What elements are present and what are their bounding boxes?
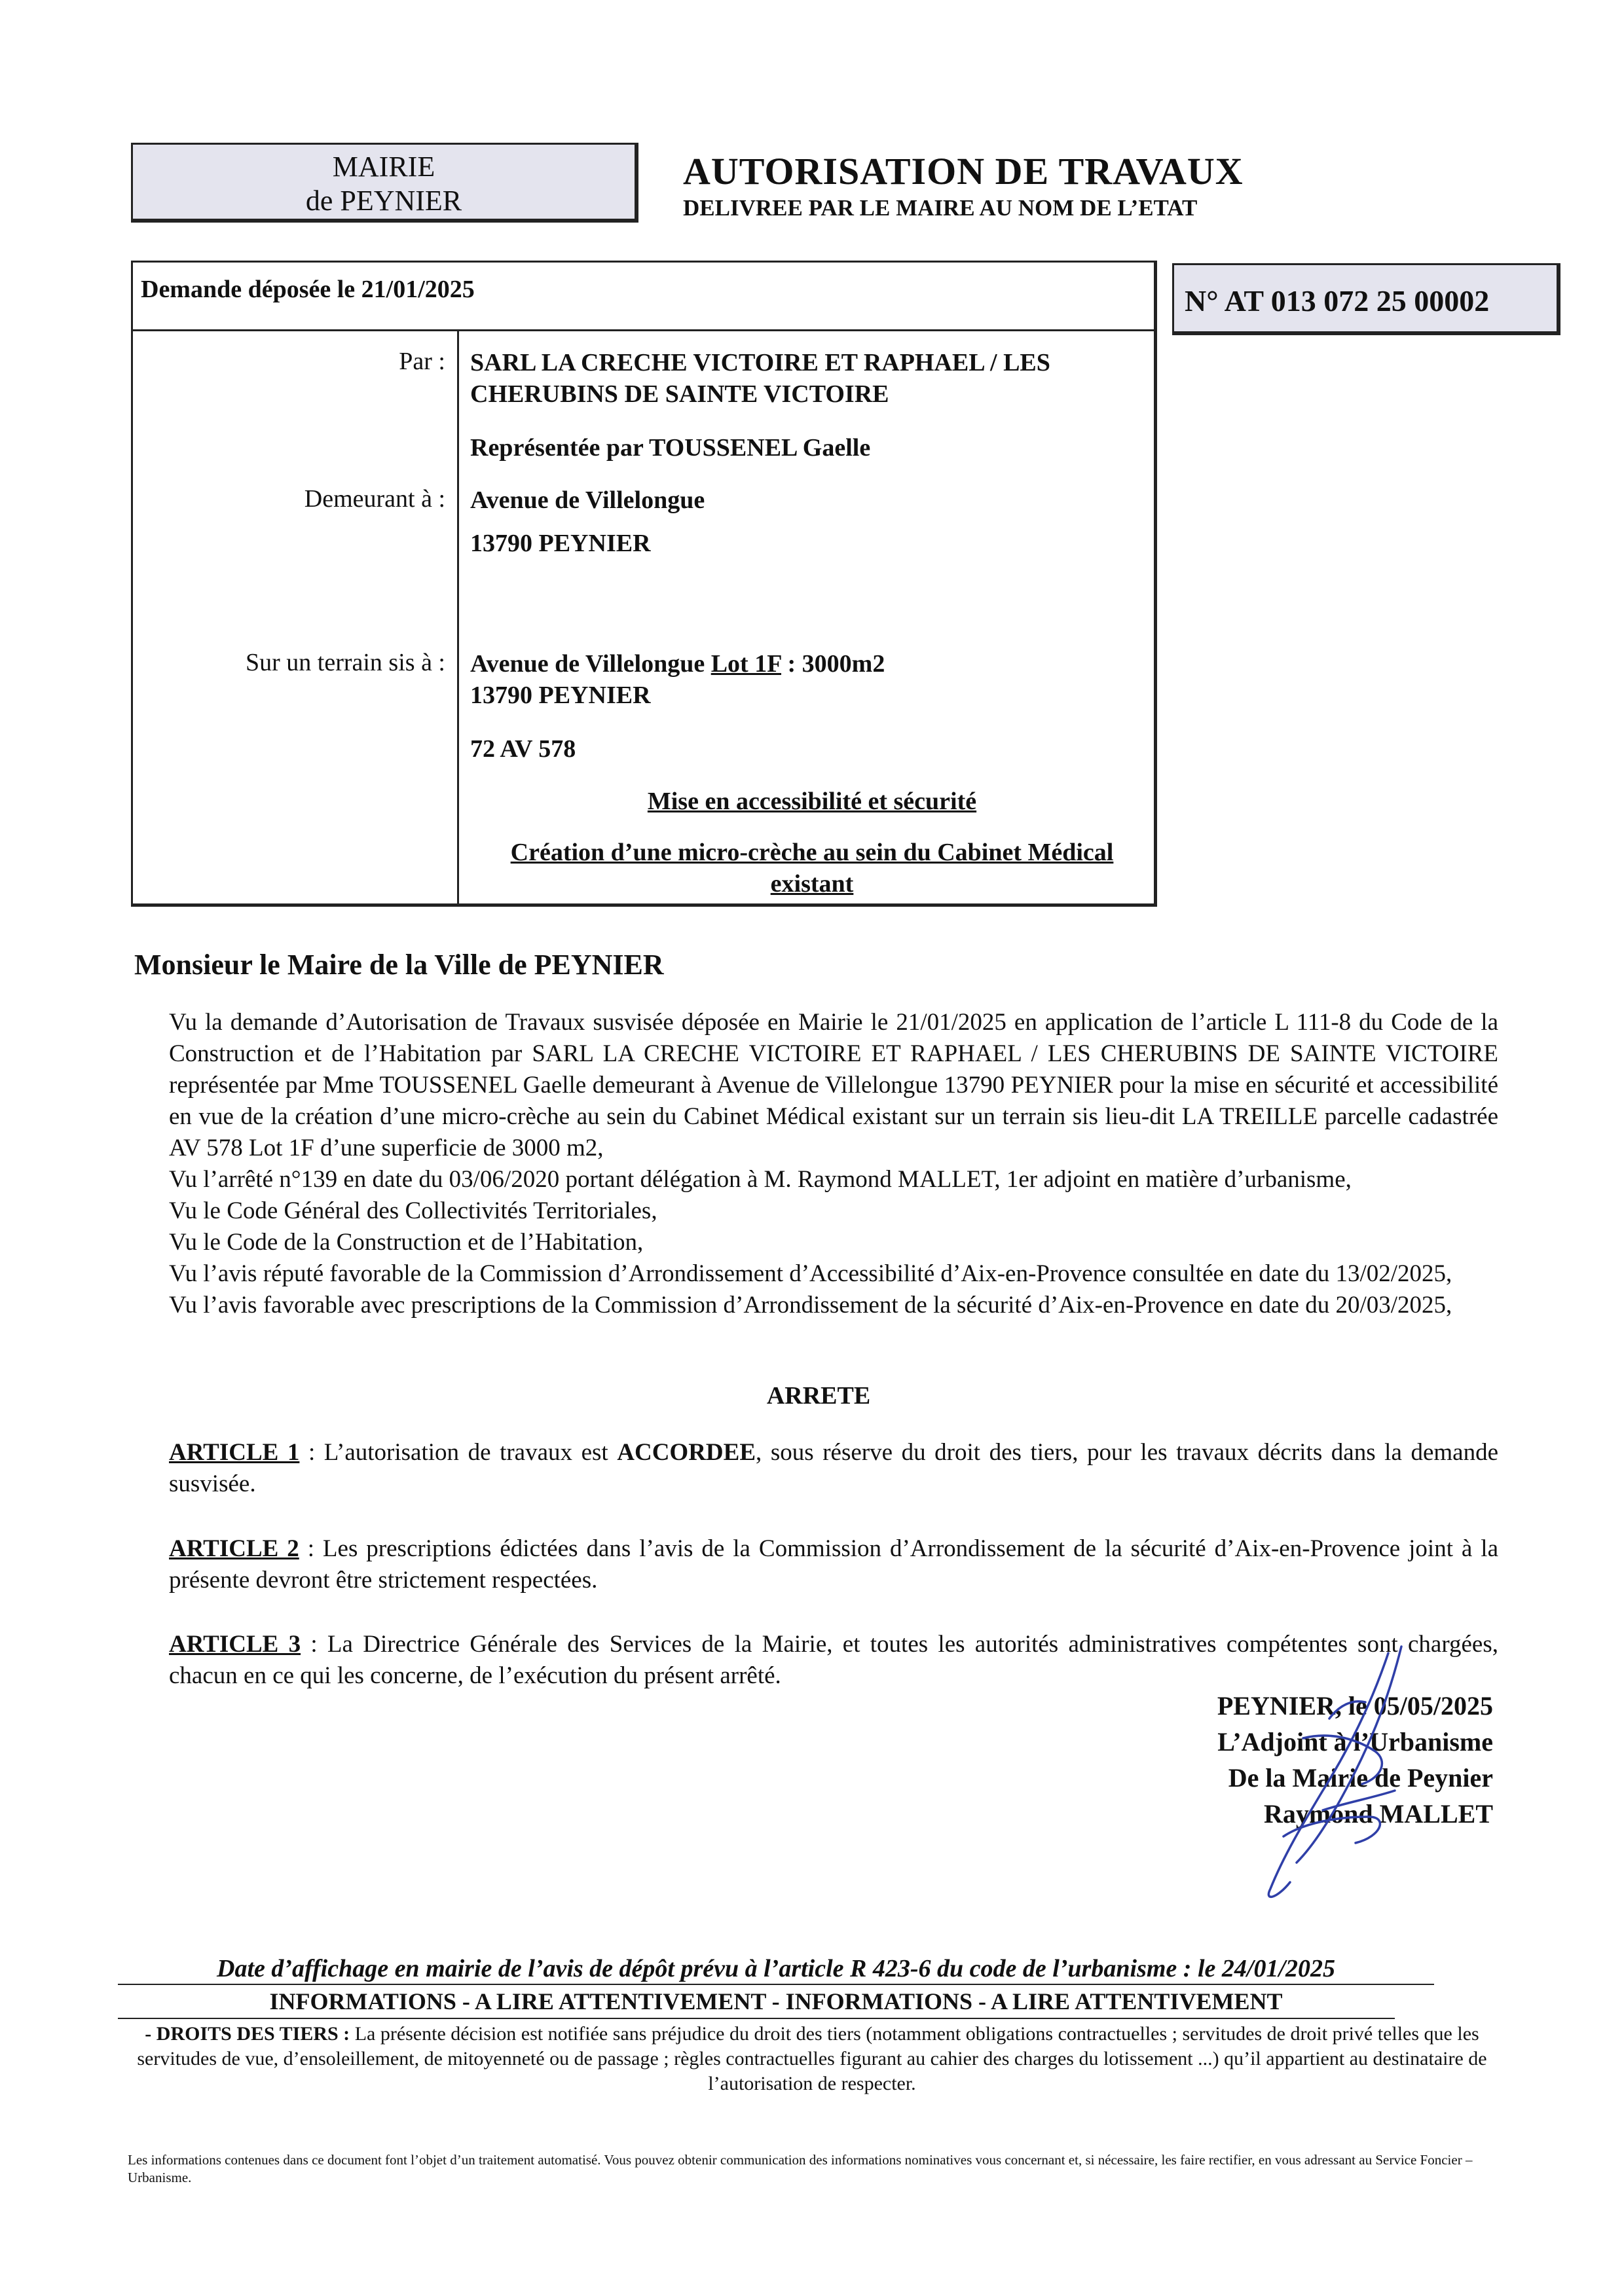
applicant-line2: CHERUBINS DE SAINTE VICTOIRE (470, 380, 889, 408)
land-area: : 3000m2 (781, 650, 885, 678)
vu-paragraph: Vu l’arrêté n°139 en date du 03/06/2020 portant délégation à M. Raymond MALLET, 1er adjoint en matière d’urbanisme, (169, 1166, 1352, 1193)
work2-line2: existant (770, 870, 854, 898)
parcel-reference: 72 AV 578 (470, 735, 576, 763)
applicant-line1: SARL LA CRECHE VICTOIRE ET RAPHAEL / LES (470, 349, 1050, 376)
work-description-1: Mise en accessibilité et sécurité (647, 788, 977, 815)
work-description-2 (468, 837, 1156, 900)
mairie-line2: de PEYNIER (305, 185, 462, 217)
land-lot: Lot 1F (710, 650, 782, 678)
vu-paragraph: Vu l’avis favorable avec prescriptions de la Commission d’Arrondissement de la sécurité d’Aix-en-Provence en date du 20/03/2025, (169, 1292, 1452, 1319)
article-3-text: : La Directrice Générale des Services de la Mairie, et toutes les autorités administratives compétentes sont chargées, chacun en ce qui les concerne, de l’exécution du présent arrêté. (169, 1631, 1498, 1689)
land-line1 (470, 648, 885, 680)
signature-institution: De la Mairie de Peynier (1228, 1763, 1493, 1793)
article-2-text: : Les prescriptions édictées dans l’avis de la Commission d’Arrondissement de la sécurité d’Aix-en-Provence joint à la présente devront être strictement respectées. (169, 1535, 1498, 1594)
vu-paragraph: Vu le Code Général des Collectivités Territoriales, (169, 1197, 657, 1224)
considerations (169, 1007, 1498, 1321)
third-party-rights-title: - DROITS DES TIERS : (145, 2023, 350, 2045)
article-1-text-b: , sous réserve du droit des tiers, pour les travaux décrits dans la demande susvisée. (169, 1439, 1499, 1497)
privacy-notice: Les informations contenues dans ce document font l’objet d’un traitement automatisé. Vous pouvez obtenir communication des informations nominatives vous concernant et, si nécessaire, les faire rectifier, en vous adressant au Service Foncier – Urbanisme. (128, 2152, 1473, 2185)
document-subtitle: DELIVREE PAR LE MAIRE AU NOM DE L’ETAT (683, 195, 1198, 221)
table-divider (131, 329, 1157, 331)
table-column-divider (457, 329, 459, 905)
article-3-title: ARTICLE 3 (169, 1631, 301, 1658)
land-line2: 13790 PEYNIER (470, 682, 651, 709)
article-2-title: ARTICLE 2 (169, 1535, 299, 1562)
article-2 (169, 1533, 1498, 1596)
vu-paragraph: Vu l’avis réputé favorable de la Commission d’Arrondissement d’Accessibilité d’Aix-en-Provence consultée en date du 13/02/2025, (169, 1260, 1452, 1287)
address-line2: 13790 PEYNIER (470, 530, 651, 557)
address-line1: Avenue de Villelongue (470, 486, 705, 514)
article-1 (169, 1437, 1498, 1500)
arrete-heading: ARRETE (766, 1382, 871, 1410)
land-label: Sur un terrain sis à : (245, 649, 445, 676)
applicant-label: Par : (399, 348, 445, 375)
third-party-rights-text: La présente décision est notifiée sans préjudice du droit des tiers (notamment obligations contractuelles ; servitudes de droit privé telles que les servitudes de vue, d’ensoleillement, de mitoyenneté ou de passage ; règles contractuelles figurant au cahier des charges du lotissement ...) qu’il appartient au destinataire de l’autorisation de respecter. (137, 2023, 1487, 2094)
land-address (470, 648, 885, 711)
signature-place-date: PEYNIER, le 05/05/2025 (1217, 1691, 1493, 1721)
mairie-line1: MAIRIE (332, 151, 435, 183)
signature-title: L’Adjoint à l’Urbanisme (1217, 1727, 1493, 1757)
applicant-name (470, 347, 1050, 410)
work2-line1: Création d’une micro-crèche au sein du Cabinet Médical (510, 839, 1114, 866)
document-title: AUTORISATION DE TRAVAUX (683, 150, 1244, 192)
posting-date-notice: Date d’affichage en mairie de l’avis de dépôt prévu à l’article R 423-6 du code de l’urbanisme : le 24/01/2025 (217, 1955, 1335, 1982)
article-1-decision: ACCORDEE (617, 1439, 756, 1466)
divider (118, 1984, 1434, 1985)
divider (118, 2018, 1395, 2019)
address-label: Demeurant à : (304, 485, 445, 513)
third-party-rights (131, 2022, 1493, 2096)
deposit-date: Demande déposée le 21/01/2025 (141, 276, 475, 303)
mairie-box (131, 143, 638, 223)
article-1-title: ARTICLE 1 (169, 1439, 300, 1466)
vu-paragraph: Vu la demande d’Autorisation de Travaux susvisée déposée en Mairie le 21/01/2025 en application de l’article L 111-8 du Code de la Construction et de l’Habitation par SARL LA CRECHE VICTOIRE ET RAPHAEL / LES CHERUBINS DE SAINTE VICTOIRE représentée par Mme TOUSSENEL Gaelle demeurant à Avenue de Villelongue 13790 PEYNIER pour la mise en sécurité et accessibilité en vue de la création d’une micro-crèche au sein du Cabinet Médical existant sur un terrain sis lieu-dit LA TREILLE parcelle cadastrée AV 578 Lot 1F d’une superficie de 3000 m2, (169, 1009, 1498, 1161)
article-1-text-a: : L’autorisation de travaux est (299, 1439, 618, 1466)
handwritten-signature (1225, 1640, 1473, 1915)
authorization-number: N° AT 013 072 25 00002 (1172, 263, 1560, 335)
addressee: Monsieur le Maire de la Ville de PEYNIER (134, 949, 664, 981)
information-banner: INFORMATIONS - A LIRE ATTENTIVEMENT - INFORMATIONS - A LIRE ATTENTIVEMENT (269, 1988, 1283, 2014)
applicant-address (470, 484, 705, 559)
signature-name: Raymond MALLET (1263, 1799, 1493, 1829)
land-street: Avenue de Villelongue (470, 650, 711, 678)
vu-paragraph: Vu le Code de la Construction et de l’Habitation, (169, 1229, 644, 1256)
represented-by: Représentée par TOUSSENEL Gaelle (470, 434, 871, 462)
